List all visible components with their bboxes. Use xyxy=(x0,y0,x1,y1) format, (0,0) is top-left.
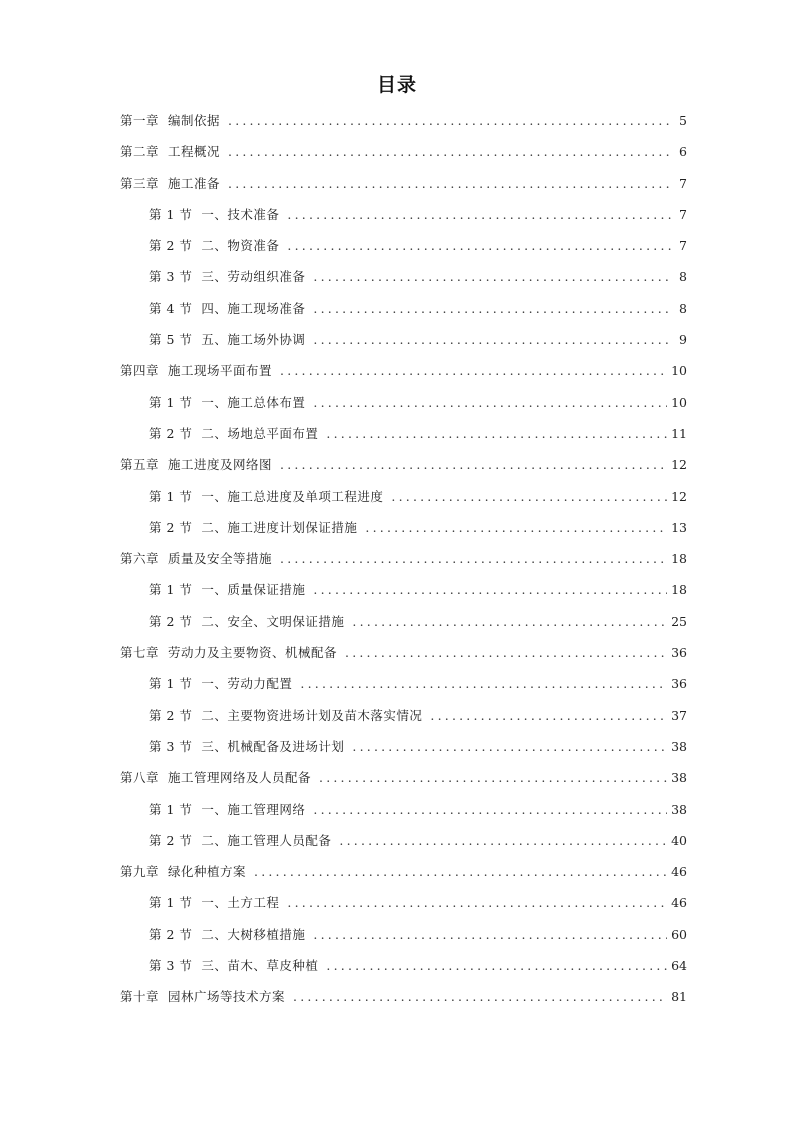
toc-section-entry[interactable] xyxy=(120,828,687,859)
toc-section-entry[interactable] xyxy=(120,390,687,421)
toc-entry-label xyxy=(149,734,344,760)
toc-page-number: 40 xyxy=(671,832,687,848)
toc-entry-label xyxy=(149,609,344,635)
toc-section-entry[interactable] xyxy=(120,797,687,828)
toc-entry-title: 四、施工现场准备 xyxy=(201,300,306,316)
toc-entry-title: 二、场地总平面布置 xyxy=(201,425,319,441)
toc-entry-number: 第九章 xyxy=(120,864,160,880)
toc-entry-title: 工程概况 xyxy=(168,144,221,160)
toc-entry-title: 施工管理网络及人员配备 xyxy=(168,770,312,786)
toc-entry-title: 一、土方工程 xyxy=(201,895,280,911)
toc-section-entry[interactable] xyxy=(120,703,687,734)
dot-leader xyxy=(280,358,667,384)
toc-entry-label xyxy=(149,953,318,979)
toc-entry-number: 第七章 xyxy=(120,645,160,661)
dot-leader xyxy=(228,171,673,197)
toc-entry-label xyxy=(149,202,279,228)
toc-entry-title: 二、主要物资进场计划及苗木落实情况 xyxy=(201,707,423,723)
toc-entry-label xyxy=(149,484,383,510)
toc-entry-label xyxy=(149,577,305,603)
toc-entry-number: 第 2 节 xyxy=(149,613,193,629)
toc-entry-number: 第 3 节 xyxy=(149,269,193,285)
toc-section-entry[interactable] xyxy=(120,577,687,608)
toc-chapter-entry[interactable] xyxy=(120,546,687,577)
toc-page-number: 46 xyxy=(671,864,687,880)
toc-chapter-entry[interactable] xyxy=(120,139,687,170)
toc-section-entry[interactable] xyxy=(120,421,687,452)
toc-section-entry[interactable] xyxy=(120,327,687,358)
toc-entry-number: 第 1 节 xyxy=(149,488,193,504)
toc-page-number: 7 xyxy=(679,206,687,222)
toc-entry-number: 第 1 节 xyxy=(149,676,193,692)
toc-entry-number: 第三章 xyxy=(120,175,160,191)
toc-entry-number: 第 2 节 xyxy=(149,425,193,441)
dot-leader xyxy=(313,296,673,322)
toc-page-number: 7 xyxy=(679,175,687,191)
toc-entry-number: 第六章 xyxy=(120,551,160,567)
toc-chapter-entry[interactable] xyxy=(120,765,687,796)
toc-page-number: 5 xyxy=(679,113,687,128)
toc-page-number: 38 xyxy=(671,770,687,786)
toc-entry-number: 第五章 xyxy=(120,457,160,473)
toc-entry-number: 第 4 节 xyxy=(149,300,193,316)
dot-leader xyxy=(313,577,667,603)
dot-leader xyxy=(300,671,667,697)
toc-chapter-entry[interactable] xyxy=(120,171,687,202)
toc-section-entry[interactable] xyxy=(120,264,687,295)
toc-entry-title: 一、施工管理网络 xyxy=(201,801,306,817)
toc-entry-number: 第 2 节 xyxy=(149,832,193,848)
toc-section-entry[interactable] xyxy=(120,515,687,546)
toc-entry-title: 三、苗木、草皮种植 xyxy=(201,958,319,974)
dot-leader xyxy=(313,390,667,416)
toc-entry-label xyxy=(120,358,272,384)
toc-entry-label xyxy=(149,515,357,541)
toc-entry-title: 园林广场等技术方案 xyxy=(168,989,286,1005)
toc-entry-number: 第 5 节 xyxy=(149,332,193,348)
toc-chapter-entry[interactable] xyxy=(120,108,687,139)
toc-entry-label xyxy=(120,546,272,572)
toc-entry-number: 第 1 节 xyxy=(149,582,193,598)
toc-page-number: 12 xyxy=(671,457,687,473)
toc-entry-title: 二、安全、文明保证措施 xyxy=(201,613,345,629)
toc-section-entry[interactable] xyxy=(120,609,687,640)
dot-leader xyxy=(313,922,667,948)
dot-leader xyxy=(313,797,667,823)
toc-entry-number: 第四章 xyxy=(120,363,160,379)
dot-leader xyxy=(293,984,667,1010)
toc-entry-title: 二、物资准备 xyxy=(201,238,280,254)
dot-leader xyxy=(287,233,673,259)
toc-entry-number: 第十章 xyxy=(120,989,160,1005)
toc-page-number: 10 xyxy=(671,363,687,379)
toc-page-number: 38 xyxy=(671,738,687,754)
toc-page-number: 6 xyxy=(679,144,687,160)
toc-page-number: 25 xyxy=(671,613,687,629)
toc-section-entry[interactable] xyxy=(120,233,687,264)
toc-page-number: 36 xyxy=(671,676,687,692)
toc-entry-label xyxy=(120,765,311,791)
toc-page-number: 8 xyxy=(679,300,687,316)
toc-entry-label xyxy=(149,264,305,290)
toc-entry-title: 劳动力及主要物资、机械配备 xyxy=(168,645,338,661)
dot-leader xyxy=(280,452,667,478)
toc-entry-number: 第一章 xyxy=(120,113,160,128)
toc-entry-title: 二、施工管理人员配备 xyxy=(201,832,332,848)
toc-entry-label xyxy=(120,640,337,666)
toc-entry-label xyxy=(120,139,220,165)
toc-entry-number: 第二章 xyxy=(120,144,160,160)
toc-entry-title: 一、施工总体布置 xyxy=(201,394,306,410)
toc-chapter-entry[interactable] xyxy=(120,640,687,671)
table-of-contents xyxy=(120,108,687,1016)
toc-entry-label xyxy=(149,890,279,916)
dot-leader xyxy=(430,703,667,729)
toc-page-number: 11 xyxy=(671,425,687,441)
toc-page-number: 37 xyxy=(671,707,687,723)
toc-entry-label xyxy=(149,797,305,823)
toc-entry-number: 第 1 节 xyxy=(149,206,193,222)
toc-entry-label xyxy=(120,859,246,885)
dot-leader xyxy=(287,202,673,228)
toc-page-number: 18 xyxy=(671,582,687,598)
toc-entry-label xyxy=(120,108,220,134)
dot-leader xyxy=(313,327,673,353)
toc-chapter-entry[interactable] xyxy=(120,358,687,389)
toc-entry-label xyxy=(149,421,318,447)
toc-page-number: 8 xyxy=(679,269,687,285)
toc-entry-title: 三、劳动组织准备 xyxy=(201,269,306,285)
toc-section-entry[interactable] xyxy=(120,890,687,921)
toc-entry-label xyxy=(149,828,331,854)
toc-page-number: 81 xyxy=(671,989,687,1005)
toc-chapter-entry[interactable] xyxy=(120,452,687,483)
toc-section-entry[interactable] xyxy=(120,953,687,984)
toc-section-entry[interactable] xyxy=(120,484,687,515)
toc-entry-number: 第 1 节 xyxy=(149,394,193,410)
toc-entry-number: 第 3 节 xyxy=(149,958,193,974)
toc-section-entry[interactable] xyxy=(120,296,687,327)
toc-entry-number: 第 2 节 xyxy=(149,926,193,942)
toc-page-number: 13 xyxy=(671,519,687,535)
toc-page-number: 9 xyxy=(679,332,687,348)
toc-title: 目录 xyxy=(376,74,417,96)
toc-entry-title: 施工进度及网络图 xyxy=(168,457,273,473)
toc-entry-label xyxy=(120,984,285,1010)
toc-entry-label xyxy=(149,390,305,416)
toc-entry-title: 绿化种植方案 xyxy=(168,864,247,880)
toc-chapter-entry[interactable] xyxy=(120,984,687,1015)
dot-leader xyxy=(313,264,673,290)
toc-section-entry[interactable] xyxy=(120,202,687,233)
toc-section-entry[interactable] xyxy=(120,734,687,765)
dot-leader xyxy=(228,108,673,134)
toc-entry-label xyxy=(149,327,305,353)
dot-leader xyxy=(391,484,667,510)
toc-entry-number: 第 2 节 xyxy=(149,707,193,723)
toc-entry-label xyxy=(149,296,305,322)
toc-entry-label xyxy=(149,922,305,948)
toc-entry-title: 二、施工进度计划保证措施 xyxy=(201,519,358,535)
toc-entry-label xyxy=(149,703,422,729)
dot-leader xyxy=(254,859,667,885)
dot-leader xyxy=(280,546,667,572)
toc-page-number: 10 xyxy=(671,394,687,410)
toc-page-number: 46 xyxy=(671,895,687,911)
toc-entry-title: 施工现场平面布置 xyxy=(168,363,273,379)
toc-entry-number: 第 1 节 xyxy=(149,801,193,817)
toc-section-entry[interactable] xyxy=(120,922,687,953)
toc-entry-number: 第 1 节 xyxy=(149,895,193,911)
toc-page-number: 36 xyxy=(671,645,687,661)
dot-leader xyxy=(339,828,667,854)
toc-chapter-entry[interactable] xyxy=(120,859,687,890)
toc-entry-title: 一、质量保证措施 xyxy=(201,582,306,598)
dot-leader xyxy=(326,953,667,979)
dot-leader xyxy=(345,640,667,666)
toc-entry-title: 五、施工场外协调 xyxy=(201,332,306,348)
toc-entry-number: 第八章 xyxy=(120,770,160,786)
toc-page-number: 38 xyxy=(671,801,687,817)
toc-entry-title: 一、施工总进度及单项工程进度 xyxy=(201,488,384,504)
toc-page-number: 12 xyxy=(671,488,687,504)
toc-entry-title: 编制依据 xyxy=(168,113,221,128)
toc-entry-label xyxy=(149,233,279,259)
toc-page-number: 18 xyxy=(671,551,687,567)
toc-entry-number: 第 2 节 xyxy=(149,519,193,535)
toc-entry-label xyxy=(120,452,272,478)
dot-leader xyxy=(352,734,667,760)
toc-entry-label xyxy=(120,171,220,197)
toc-entry-number: 第 2 节 xyxy=(149,238,193,254)
dot-leader xyxy=(365,515,667,541)
dot-leader xyxy=(319,765,667,791)
toc-entry-title: 施工准备 xyxy=(168,175,221,191)
toc-page-number: 60 xyxy=(671,926,687,942)
toc-entry-title: 三、机械配备及进场计划 xyxy=(201,738,345,754)
toc-entry-label xyxy=(149,671,292,697)
toc-section-entry[interactable] xyxy=(120,671,687,702)
toc-page-number: 64 xyxy=(671,958,687,974)
dot-leader xyxy=(228,139,673,165)
toc-entry-title: 二、大树移植措施 xyxy=(201,926,306,942)
dot-leader xyxy=(326,421,667,447)
toc-page-number: 7 xyxy=(679,238,687,254)
toc-entry-title: 一、技术准备 xyxy=(201,206,280,222)
toc-entry-title: 质量及安全等措施 xyxy=(168,551,273,567)
dot-leader xyxy=(287,890,667,916)
toc-entry-title: 一、劳动力配置 xyxy=(201,676,293,692)
dot-leader xyxy=(352,609,667,635)
toc-entry-number: 第 3 节 xyxy=(149,738,193,754)
